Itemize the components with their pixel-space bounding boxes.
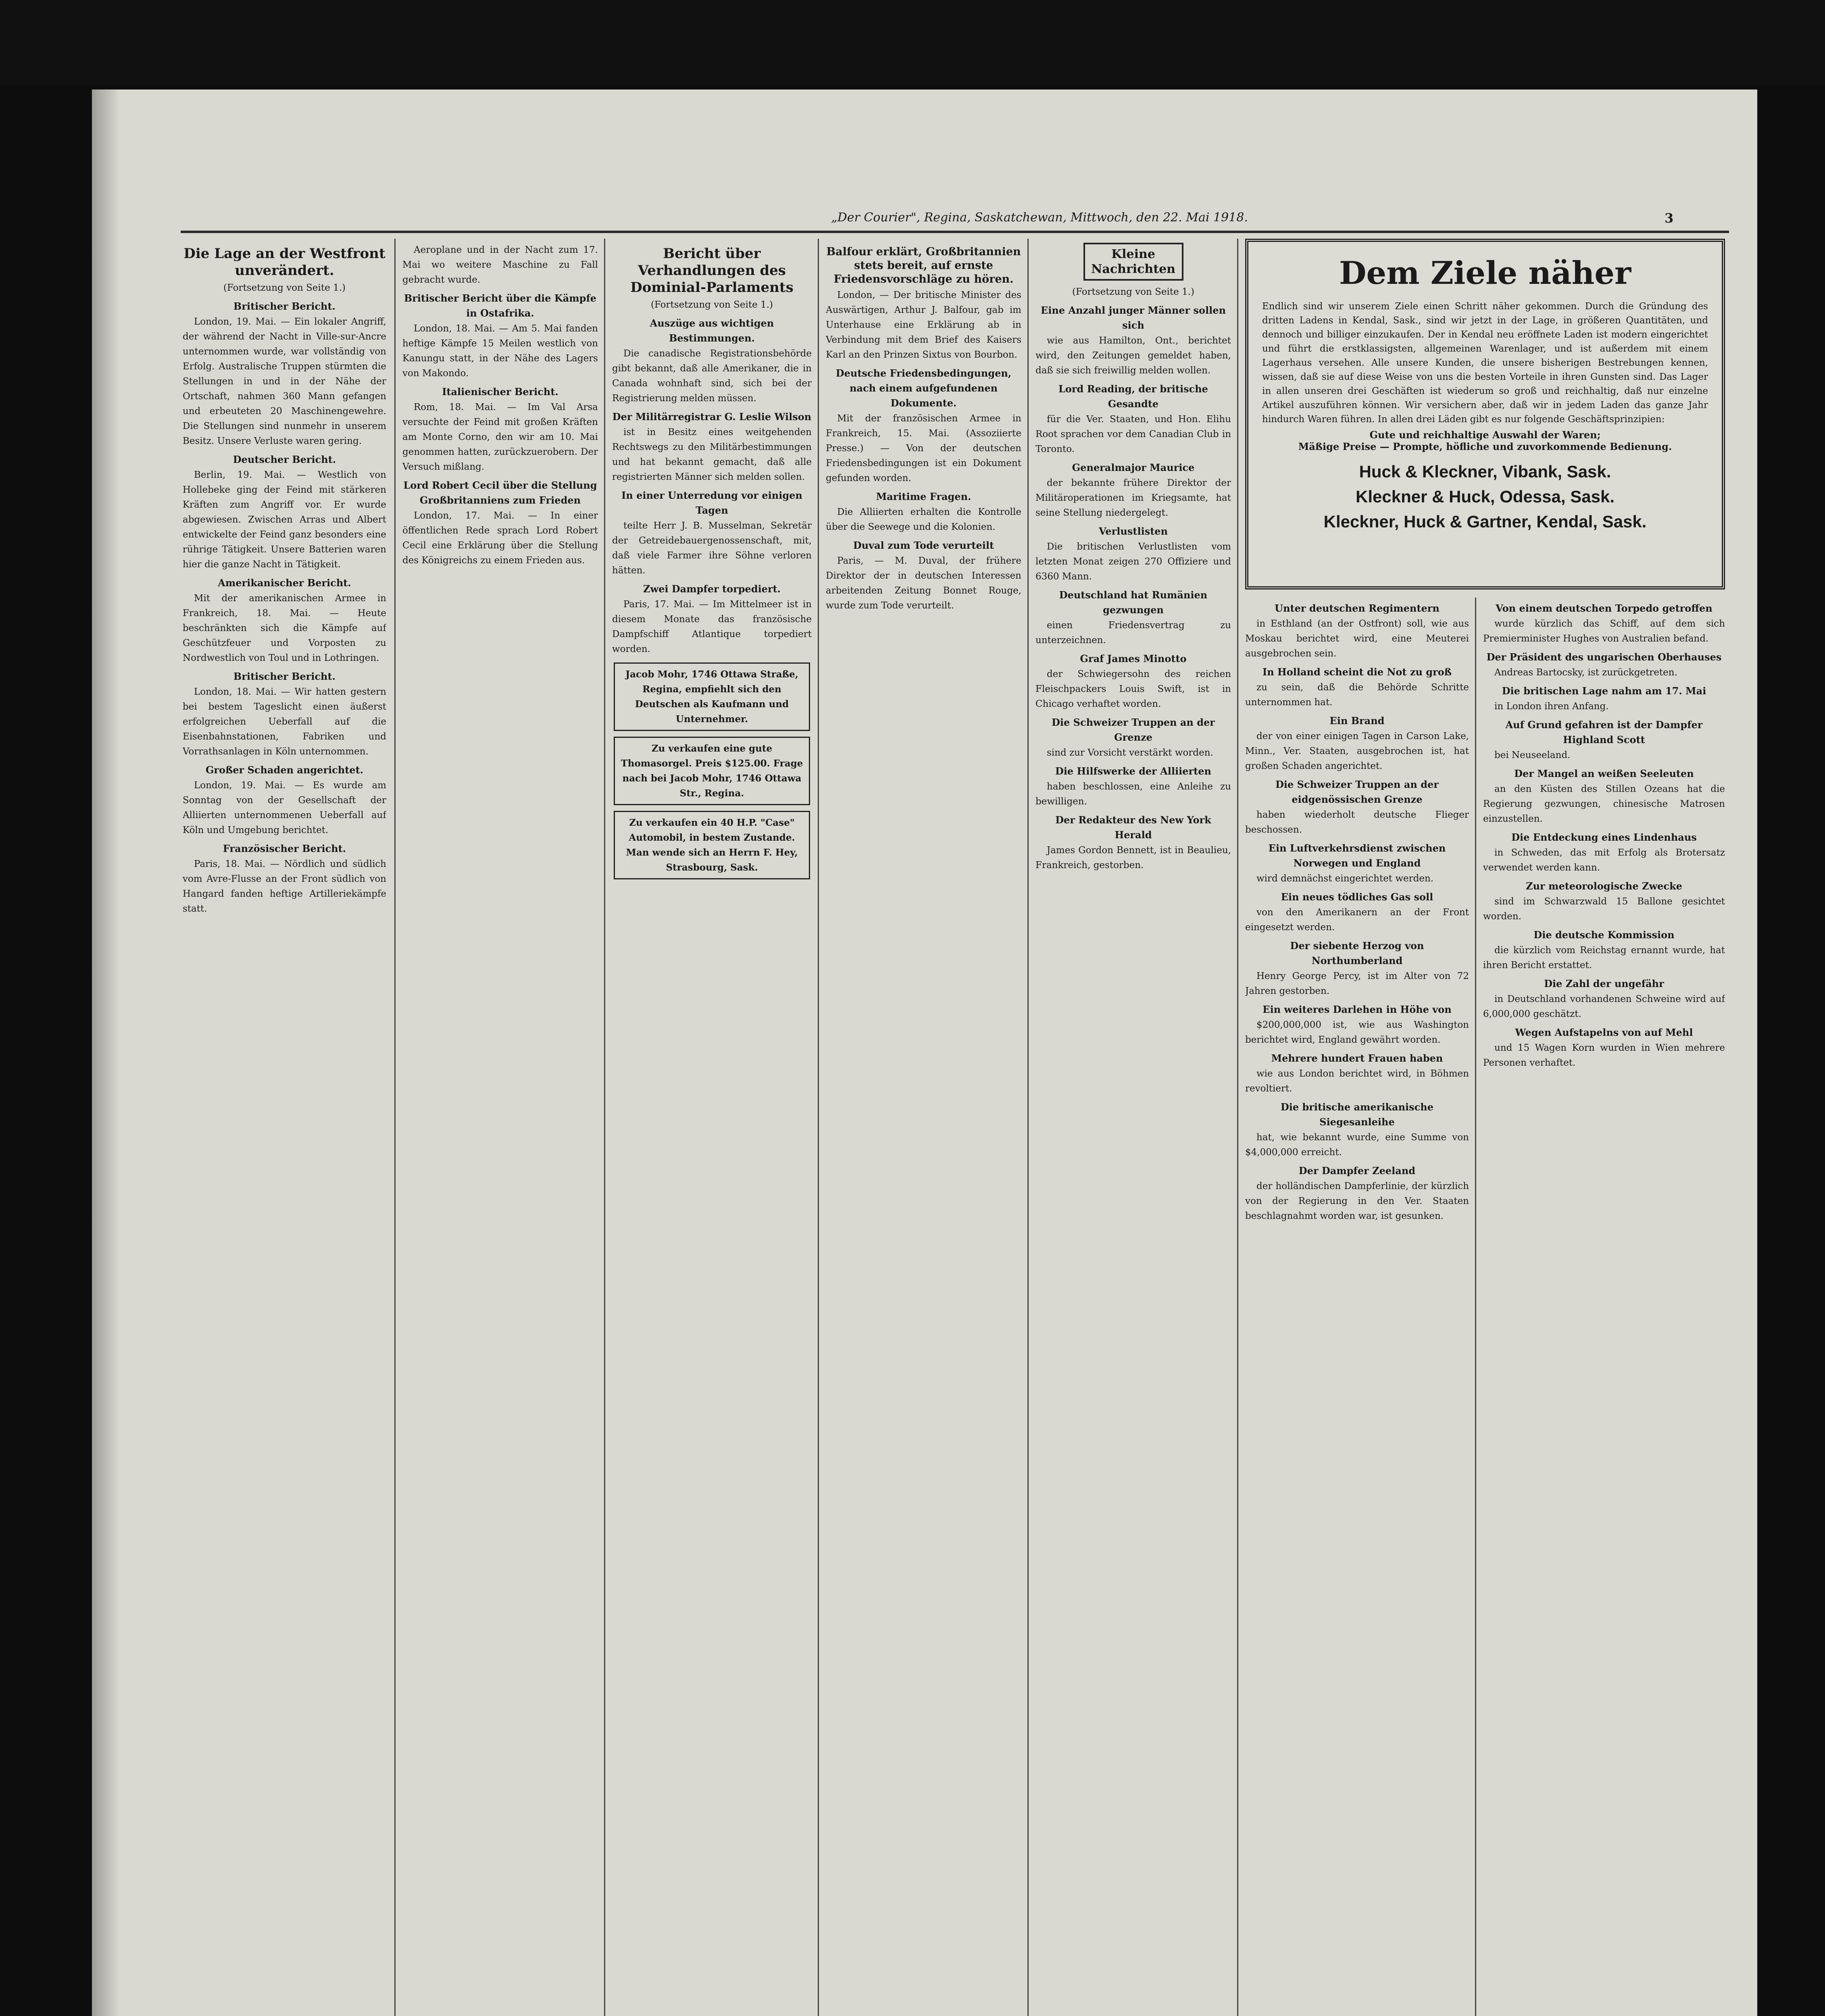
section-title: Die Schweizer Truppen an der Grenze (1052, 716, 1215, 743)
section-text: haben beschlossen, eine Anleihe zu bewilligen. (1035, 781, 1231, 807)
section-title: Maritime Fragen. (876, 491, 971, 502)
page-number: 3 (1665, 210, 1674, 226)
section-title: Ein weiteres Darlehen in Höhe von (1262, 1004, 1452, 1015)
section-text: Berlin, 19. Mai. — Westlich von Hollebeke ging der Feind mit stärkeren Kräften zum Angriff vor. Er wurde abgewiesen. Zwischen Arras und Albert entwickelte der Feind ganz besonders eine rührige Tätigkeit. Unsere Batterien waren hier die ganze Nacht in Tätigkeit. (183, 470, 386, 570)
section-title: Italienischer Bericht. (442, 386, 558, 398)
classified-ad: Jacob Mohr, 1746 Ottawa Straße, Regina, empfiehlt sich den Deutschen als Kaufmann und Unternehmer. (614, 662, 810, 731)
section-title: Der Präsident des ungarischen Oberhauses (1486, 651, 1722, 663)
continuation-note: (Fortsetzung von Seite 1.) (1072, 287, 1194, 297)
column-rule (604, 239, 605, 2016)
section-title: Unter deutschen Regimentern (1275, 602, 1440, 614)
section-text: London, 18. Mai. — Wir hatten gestern bei bestem Tageslicht einen äußerst erfolgreichen Ueberfall auf die Eisenbahnstationen, Fabriken und Vorrathsanlagen in Köln unternommen. (183, 687, 386, 757)
section-title: Britischer Bericht. (233, 671, 335, 682)
section-text: teilte Herr J. B. Musselman, Sekretär der Getreidebauergenossenschaft, mit, daß viele Farmer ihre Söhne verloren hätten. (612, 521, 812, 576)
section-title: Die britische amerikanische Siegesanleihe (1280, 1101, 1434, 1128)
section-title: Eine Anzahl junger Männer sollen sich (1040, 304, 1226, 331)
section-text: in Schweden, das mit Erfolg als Brotersatz verwendet werden kann. (1483, 848, 1725, 873)
section-text: Mit der amerikanischen Armee in Frankreich, 18. Mai. — Heute beschränkten sich die Kämpfe auf Geschützfeuer und Vorposten zu Nordwestlich von Toul und in Lothringen. (183, 593, 386, 663)
section-title: Der Redakteur des New York Herald (1055, 814, 1211, 841)
column-6 (1245, 598, 1469, 2016)
section-title: Deutsche Friedensbedingungen, nach einem aufgefundenen Dokumente. (835, 367, 1012, 409)
ad-terms: Mäßige Preise — Prompte, höfliche und zuvorkommende Bedienung. (1298, 441, 1672, 452)
column-rule (1027, 239, 1029, 2016)
section-text: wie aus London berichtet wird, in Böhmen revoltiert. (1245, 1068, 1469, 1094)
section-title: Duval zum Tode verurteilt (853, 539, 994, 551)
section-title: Von einem deutschen Torpedo getroffen (1496, 602, 1712, 614)
ad-store-list (1262, 462, 1708, 531)
store-name: Kleckner & Huck, Odessa, Sask. (1356, 487, 1615, 506)
section-text: haben wiederholt deutsche Flieger beschossen. (1245, 810, 1469, 835)
section-text: Aeroplane und in der Nacht zum 17. Mai wo weitere Maschine zu Fall gebracht wurde. (402, 245, 598, 285)
section-title: Der Militärregistrar G. Leslie Wilson (612, 411, 812, 423)
section-title: Zwei Dampfer torpediert. (643, 583, 781, 595)
section-title: Die Entdeckung eines Lindenhaus (1511, 831, 1697, 843)
section-title: Graf James Minotto (1080, 653, 1187, 664)
section-text: Die britischen Verlustlisten vom letzten Monat zeigen 270 Offiziere und 6360 Mann. (1035, 541, 1231, 582)
section-title: Lord Reading, der britische Gesandte (1058, 383, 1208, 410)
section-title: Britischer Bericht über die Kämpfe in Ostafrika. (404, 292, 597, 319)
section-text: London, 19. Mai. — Ein lokaler Angriff, der während der Nacht in Ville-sur-Ancre unternommen wurde, war vollständig von Erfolg. Australische Truppen stürmten die Stellungen in und in der Nähe der Ortschaft, nahmen 360 Mann gefangen und erbeuteten 20 Maschinengewehre. Die Stellungen sind nunmehr in unserem Besitz. Unsere Verluste waren gering. (183, 317, 386, 446)
section-text: bei Neuseeland. (1494, 750, 1571, 760)
section-box-title: Kleine Nachrichten (1083, 243, 1183, 281)
section-title: In Holland scheint die Not zu groß (1262, 666, 1452, 678)
section-title: Wegen Aufstapelns von auf Mehl (1515, 1027, 1693, 1038)
section-title: Mehrere hundert Frauen haben (1271, 1052, 1443, 1064)
section-title: Der Mangel an weißen Seeleuten (1514, 768, 1694, 779)
section-text: und 15 Wagen Korn wurden in Wien mehrere Personen verhaftet. (1483, 1043, 1725, 1068)
section-text: Paris, 18. Mai. — Nördlich und südlich vom Avre-Flusse an der Front südlich von Hangard fanden heftige Artilleriekämpfe statt. (183, 859, 386, 914)
section-text: Mit der französischen Armee in Frankreich, 15. Mai. (Assoziierte Presse.) — Von der deutschen Friedensbedingungen ist ein Dokument gefunden worden. (826, 413, 1021, 483)
section-text: der Schwiegersohn des reichen Fleischpackers Louis Swift, ist in Chicago verhaftet worden. (1035, 669, 1231, 709)
store-name: Huck & Kleckner, Vibank, Sask. (1359, 462, 1611, 481)
column-1 (183, 243, 386, 2016)
advertisement-box (1245, 239, 1725, 589)
section-text: von den Amerikanern an der Front eingesetzt werden. (1245, 907, 1469, 933)
section-text: in Deutschland vorhandenen Schweine wird auf 6,000,000 geschätzt. (1483, 994, 1725, 1019)
section-text: ist in Besitz eines weitgehenden Rechtswegs zu den Militärbestimmungen und hat bekannt gemacht, daß alle registrierten Männer sich melden sollen. (612, 427, 812, 482)
section-title: Die Hilfswerke der Alliierten (1055, 765, 1211, 777)
section-title: In einer Unterredung vor einigen Tagen (621, 489, 802, 516)
store-name: Kleckner, Huck & Gartner, Kendal, Sask. (1323, 512, 1647, 531)
section-text: Andreas Bartocsky, ist zurückgetreten. (1494, 667, 1677, 678)
section-title: Generalmajor Maurice (1072, 462, 1195, 473)
section-text: Rom, 18. Mai. — Im Val Arsa versuchte der Feind mit großen Kräften am Monte Corno, den wir am 10. Mai genommen hatten, zurückzuerobern. Der Versuch mißlang. (402, 402, 598, 472)
section-text: London, 18. Mai. — Am 5. Mai fanden heftige Kämpfe 15 Meilen westlich von Kanungu statt, in der Nähe des Lagers von Makondo. (402, 323, 598, 379)
section-text: London, 19. Mai. — Es wurde am Sonntag von der Gesellschaft der Alliierten unternommenen Ueberfall auf Köln und Umgebung berichtet. (183, 780, 386, 835)
header-rule (181, 231, 1729, 233)
section-title: Ein Luftverkehrsdienst zwischen Norwegen und England (1268, 842, 1446, 869)
section-title: Auf Grund gefahren ist der Dampfer Highland Scott (1505, 719, 1703, 746)
section-title: Der siebente Herzog von Northumberland (1290, 940, 1424, 966)
section-text: wird demnächst eingerichtet werden. (1256, 873, 1434, 884)
continuation-note: (Fortsetzung von Seite 1.) (223, 283, 346, 293)
section-text: Die Alliierten erhalten die Kontrolle über die Seewege und die Kolonien. (826, 507, 1021, 532)
section-title: Verlustlisten (1098, 525, 1168, 537)
section-title: Amerikanischer Bericht. (218, 577, 351, 589)
section-text: in Esthland (an der Ostfront) soll, wie aus Moskau berichtet wird, eine Meuterei ausgebrochen sein. (1245, 619, 1469, 659)
continuation-note: (Fortsetzung von Seite 1.) (651, 300, 773, 310)
article-headline: Bericht über Verhandlungen des Dominial-Parlaments (630, 246, 794, 296)
column-7 (1483, 598, 1725, 2016)
section-text: für die Ver. Staaten, und Hon. Elihu Root sprachen vor dem Canadian Club in Toronto. (1035, 414, 1231, 454)
section-text: Paris, — M. Duval, der frühere Direktor der in deutschen Interessen arbeitenden Zeitung Bonnet Rouge, wurde zum Tode verurteilt. (826, 556, 1021, 611)
section-text: wie aus Hamilton, Ont., berichtet wird, den Zeitungen gemeldet haben, daß sie sich freiwillig melden wollen. (1035, 335, 1231, 376)
section-text: Die canadische Registrationsbehörde gibt bekannt, daß alle Amerikaner, die in Canada wohnhaft sind, sich bei der Registrierung melden müssen. (612, 348, 812, 404)
column-rule (1475, 598, 1476, 2016)
ad-body: Endlich sind wir unserem Ziele einen Schritt näher gekommen. Durch die Gründung des dritten Ladens in Kendal, Sask., sind wir jetzt in der Lage, in größeren Quantitäten, und dennoch und billiger einzukaufen. Der in Kendal neu eröffnete Laden ist modern eingerichtet und führt die erstklassigsten, allgemeinen Warenlager, und ist außerdem mit einem Lagerhaus versehen. Alle unsere Kunden, die unsere bisherigen Bestrebungen kennen, wissen, daß sie auf diese Weise von uns die besten Vorteile in ihren Gunsten sind. Das Lager in allen unseren drei Geschäften ist wiederum so groß und reichhaltig, daß nur einzelne Artikel auszuführen können. Wir versichern aber, daß wir in jedem Laden das ganze Jahr hindurch Waren führen. In allen drei Läden gibt es nur folgende Geschäftsprinzipien: (1262, 301, 1708, 425)
section-text: hat, wie bekannt wurde, eine Summe von $4,000,000 erreicht. (1245, 1132, 1469, 1158)
section-title: Großer Schaden angerichtet. (205, 764, 364, 776)
section-text: die kürzlich vom Reichstag ernannt wurde, hat ihren Bericht erstattet. (1483, 945, 1725, 971)
section-title: Auszüge aus wichtigen Bestimmungen. (650, 317, 774, 344)
section-text: sind zur Vorsicht verstärkt worden. (1047, 748, 1213, 758)
section-title: Die Schweizer Truppen an der eidgenössischen Grenze (1275, 779, 1439, 805)
ad-title: Dem Ziele näher (1339, 255, 1631, 292)
section-title: Britischer Bericht. (233, 300, 335, 312)
section-text: einen Friedensvertrag zu unterzeichnen. (1035, 620, 1231, 646)
section-text: Henry George Percy, ist im Alter von 72 Jahren gestorben. (1245, 971, 1469, 996)
section-title: Lord Robert Cecil über die Stellung Großbritanniens zum Frieden (403, 479, 597, 506)
section-text: wurde kürzlich das Schiff, auf dem sich Premierminister Hughes von Australien befand. (1483, 619, 1725, 644)
section-text: James Gordon Bennett, ist in Beaulieu, Frankreich, gestorben. (1035, 845, 1231, 871)
article-headline: Die Lage an der Westfront unverändert. (183, 246, 385, 279)
newspaper-page (92, 90, 1757, 2016)
column-rule (394, 239, 396, 2016)
section-title: Die Zahl der ungefähr (1544, 978, 1664, 989)
classified-ad: Zu verkaufen ein 40 H.P. "Case" Automobil, in bestem Zustande. Man wende sich an Herrn F. Hey, Strasbourg, Sask. (614, 811, 810, 879)
masthead: „Der Courier", Regina, Saskatchewan, Mittwoch, den 22. Mai 1918. (831, 210, 1248, 225)
section-title: Zur meteorologische Zwecke (1526, 880, 1682, 892)
ad-terms-title: Gute und reichhaltige Auswahl der Waren; (1369, 429, 1601, 441)
section-text: der holländischen Dampferlinie, der kürzlich von der Regierung in den Ver. Staaten beschlagnahmt worden war, ist gesunken. (1245, 1181, 1469, 1221)
section-text: Paris, 17. Mai. — Im Mittelmeer ist in diesem Monate das französische Dampfschiff Atlantique torpediert worden. (612, 599, 812, 654)
section-title: Deutschland hat Rumänien gezwungen (1059, 589, 1208, 616)
section-title: Ein neues tödliches Gas soll (1281, 891, 1433, 903)
column-3 (612, 243, 812, 2016)
article-headline: Balfour erklärt, Großbritannien stets bereit, auf ernste Friedensvorschläge zu hören. (826, 246, 1021, 285)
column-2 (402, 243, 598, 2016)
column-rule (1237, 239, 1238, 2016)
section-title: Der Dampfer Zeeland (1298, 1165, 1416, 1177)
classified-ad: Zu verkaufen eine gute Thomasorgel. Preis $125.00. Frage nach bei Jacob Mohr, 1746 Ottawa Str., Regina. (614, 737, 810, 805)
section-text: London, — Der britische Minister des Auswärtigen, Arthur J. Balfour, gab im Unterhause eine Erklärung ab in Verbindung mit dem Brief des Kaisers Karl an den Prinzen Sixtus von Bourbon. (826, 290, 1021, 360)
section-text: der bekannte frühere Direktor der Militäroperationen im Kriegsamte, hat seine Stellung niedergelegt. (1035, 478, 1231, 518)
section-text: an den Küsten des Stillen Ozeans hat die Regierung gezwungen, chinesische Matrosen einzustellen. (1483, 784, 1725, 824)
section-text: in London ihren Anfang. (1494, 701, 1609, 712)
page-edge-shadow (92, 90, 120, 2016)
section-title: Die deutsche Kommission (1533, 929, 1675, 941)
section-text: London, 17. Mai. — In einer öffentlichen Rede sprach Lord Robert Cecil eine Erklärung über die Stellung des Königreichs zu einem Frieden aus. (402, 510, 598, 566)
column-5 (1035, 243, 1231, 2016)
section-title: Die britischen Lage nahm am 17. Mai (1502, 685, 1706, 697)
section-text: sind im Schwarzwald 15 Ballone gesichtet worden. (1483, 896, 1725, 922)
section-title: Deutscher Bericht. (233, 454, 336, 465)
section-title: Französischer Bericht. (223, 843, 346, 854)
section-text: zu sein, daß die Behörde Schritte unternommen hat. (1245, 682, 1469, 708)
section-title: Ein Brand (1329, 715, 1385, 727)
section-text: der von einer einigen Tagen in Carson Lake, Minn., Ver. Staaten, ausgebrochen ist, hat großen Schaden angerichtet. (1245, 731, 1469, 771)
section-text: $200,000,000 ist, wie aus Washington berichtet wird, England gewährt worden. (1245, 1020, 1469, 1045)
column-4 (826, 243, 1021, 2016)
column-rule (818, 239, 819, 2016)
film-border-top (0, 0, 1825, 85)
